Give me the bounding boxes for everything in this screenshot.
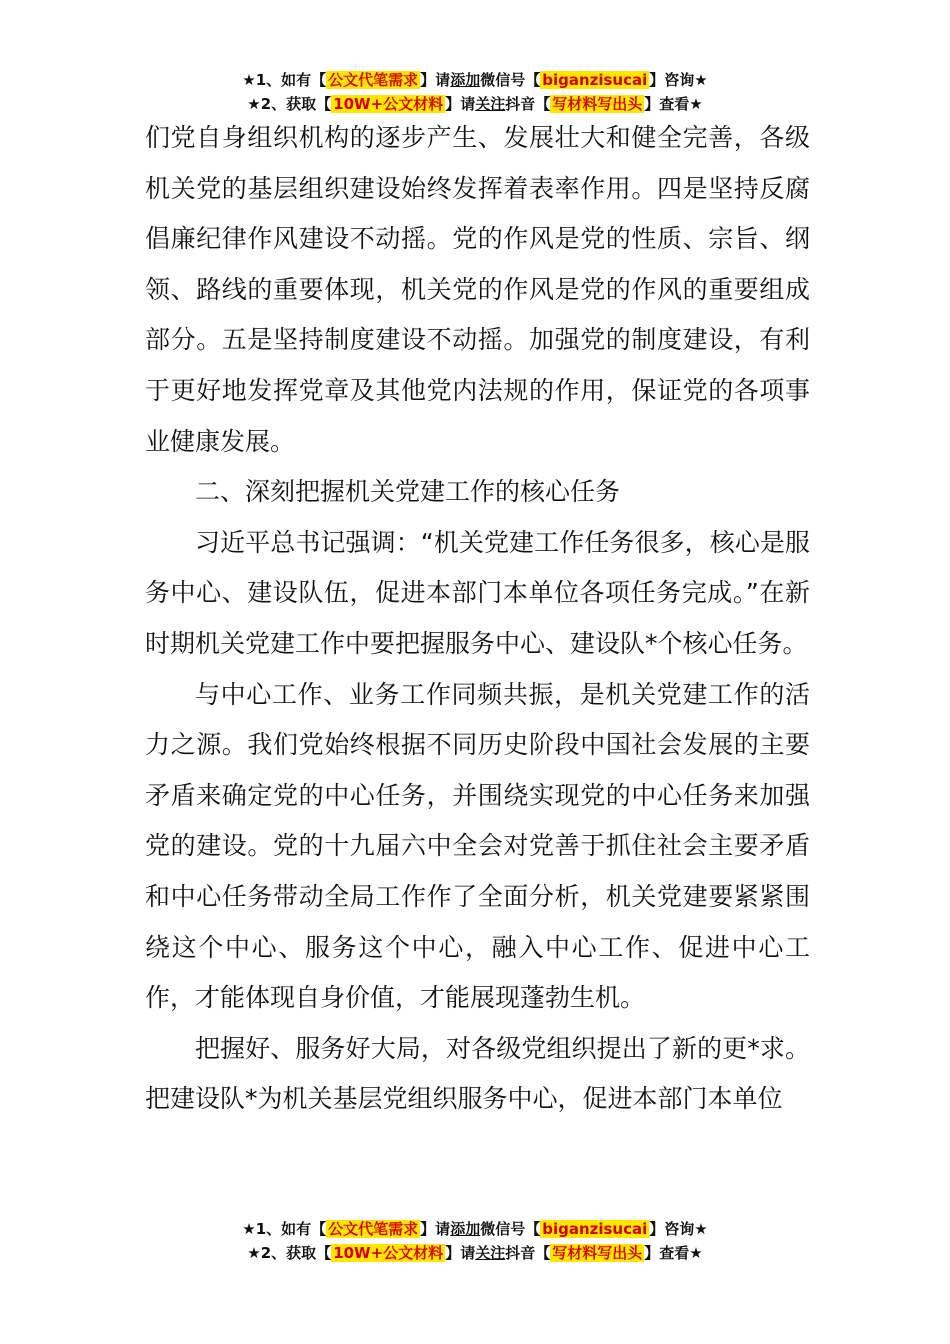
footer-text: ★1、如有【 — [242, 1220, 327, 1238]
header-highlight: biganzisucai — [542, 71, 648, 89]
footer-underlined-text: 关注 — [475, 1244, 506, 1262]
footer-text: 】查看★ — [644, 1244, 703, 1262]
header-text: 微信号【 — [480, 71, 541, 89]
footer-highlight: 10W+公文材料 — [333, 1244, 444, 1262]
document-body — [145, 113, 810, 1125]
paragraph-1: 们党自身组织机构的逐步产生、发展壮大和健全完善，各级机关党的基层组织建设始终发挥着表率作用。四是坚持反腐倡廉纪律作风建设不动摇。党的作风是党的性质、宗旨、纲领、路线的重要体现，机关党的作风是党的作风的重要组成部分。五是坚持制度建设不动摇。加强党的制度建设，有利于更好地发挥党章及其他党内法规的作用，保证党的各项事业健康发展。 — [145, 123, 810, 456]
footer-text: 】请 — [420, 1220, 451, 1238]
header-text: 】请 — [445, 95, 476, 113]
header-text: 】请 — [420, 71, 451, 89]
section-heading: 二、深刻把握机关党建工作的核心任务 — [195, 477, 621, 507]
paragraph-2: 习近平总书记强调：“机关党建工作任务很多，核心是服务中心、建设队伍，促进本部门本单位各项任务完成。”在新时期机关党建工作中要把握服务中心、建设队*个核心任务。 — [145, 527, 810, 658]
paragraph-3: 与中心工作、业务工作同频共振，是机关党建工作的活力之源。我们党始终根据不同历史阶段中国社会发展的主要矛盾来确定党的中心任务，并围绕实现党的中心任务来加强党的建设。党的十九届六中全会对党善于抓住社会主要矛盾和中心任务带动全局工作作了全面分析，机关党建要紧紧围绕这个中心、服务这个中心，融入中心工作、促进中心工作，才能体现自身价值，才能展现蓬勃生机。 — [145, 679, 810, 1013]
header-highlight: 写材料写出头 — [552, 95, 643, 113]
footer-highlight: 公文代笔需求 — [328, 1220, 419, 1238]
footer-highlight: biganzisucai — [542, 1220, 648, 1238]
header-line-1 — [0, 68, 950, 92]
footer-text: 微信号【 — [480, 1220, 541, 1238]
header-text: 抖音【 — [505, 95, 551, 113]
header-underlined-text: 添加 — [450, 71, 481, 89]
footer-line-2 — [0, 1241, 950, 1265]
footer-highlight: 写材料写出头 — [552, 1244, 643, 1262]
header-banner — [0, 68, 950, 116]
footer-text: 】咨询★ — [649, 1220, 708, 1238]
footer-text: ★2、获取【 — [247, 1244, 332, 1262]
header-underlined-text: 关注 — [475, 95, 506, 113]
header-text: ★1、如有【 — [242, 71, 327, 89]
footer-banner — [0, 1217, 950, 1265]
footer-underlined-text: 添加 — [450, 1220, 481, 1238]
header-highlight: 10W+公文材料 — [333, 95, 444, 113]
footer-line-1 — [0, 1217, 950, 1241]
header-text: ★2、获取【 — [247, 95, 332, 113]
header-highlight: 公文代笔需求 — [328, 71, 419, 89]
header-text: 】查看★ — [644, 95, 703, 113]
footer-text: 抖音【 — [505, 1244, 551, 1262]
header-text: 】咨询★ — [649, 71, 708, 89]
footer-text: 】请 — [445, 1244, 476, 1262]
paragraph-4: 把握好、服务好大局，对各级党组织提出了新的更*求。把建设队*为机关基层党组织服务中心，促进本部门本单位 — [145, 1033, 810, 1114]
